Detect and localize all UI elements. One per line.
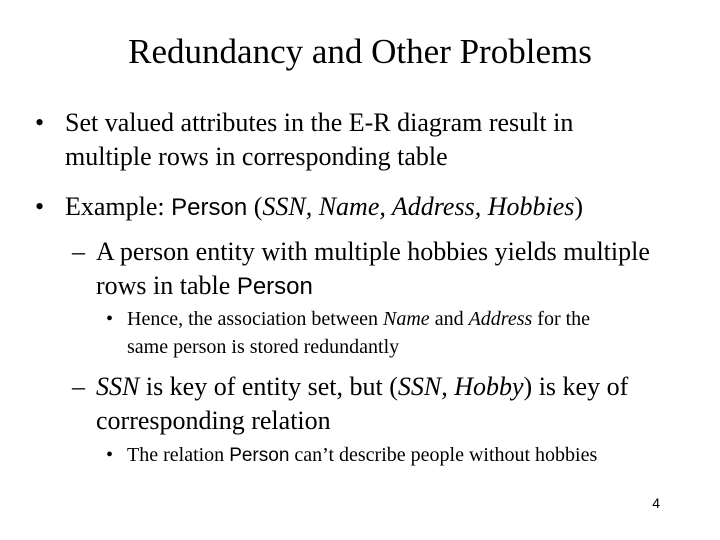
bullet-marker: • bbox=[35, 108, 45, 137]
sub-text-line2-prefix: rows in table bbox=[96, 271, 237, 300]
key-middle: is key of entity set, but ( bbox=[139, 372, 398, 401]
key-pair: SSN, Hobby bbox=[397, 372, 524, 401]
sub-text-line1: A person entity with multiple hobbies yields multiple bbox=[96, 237, 650, 266]
sub-text-line2: corresponding relation bbox=[96, 406, 331, 435]
hence-prefix: Hence, the association between bbox=[127, 308, 384, 330]
page-number: 4 bbox=[652, 495, 660, 511]
close-paren: ) bbox=[574, 192, 584, 221]
relation-name: Person bbox=[236, 273, 313, 300]
bullet-marker: • bbox=[106, 444, 114, 466]
sub-sub-text-line2: same person is stored redundantly bbox=[127, 336, 400, 358]
attr-address: Address bbox=[468, 308, 533, 330]
open-paren: ( bbox=[247, 192, 263, 221]
relation-name: Person bbox=[229, 445, 290, 466]
example-prefix: Example: bbox=[65, 192, 172, 221]
relation-name: Person bbox=[171, 194, 248, 221]
bullet-marker: • bbox=[106, 308, 114, 330]
bullet-marker: • bbox=[35, 192, 45, 221]
key-suffix: ) is key of bbox=[523, 372, 629, 401]
and-word: and bbox=[429, 308, 469, 330]
for-the-suffix: for the bbox=[532, 308, 591, 330]
slide-title: Redundancy and Other Problems bbox=[128, 32, 592, 71]
bullet-text-line2: multiple rows in corresponding table bbox=[65, 142, 448, 171]
attr-name: Name bbox=[383, 308, 430, 330]
relation-suffix: can’t describe people without hobbies bbox=[289, 444, 598, 466]
bullet-text-line1: Set valued attributes in the E-R diagram result in bbox=[65, 108, 574, 137]
dash-marker: – bbox=[72, 237, 85, 266]
attribute-list: SSN, Name, Address, Hobbies bbox=[262, 192, 575, 221]
dash-marker: – bbox=[72, 372, 85, 401]
key-ssn: SSN bbox=[96, 372, 140, 401]
relation-prefix: The relation bbox=[127, 444, 230, 466]
